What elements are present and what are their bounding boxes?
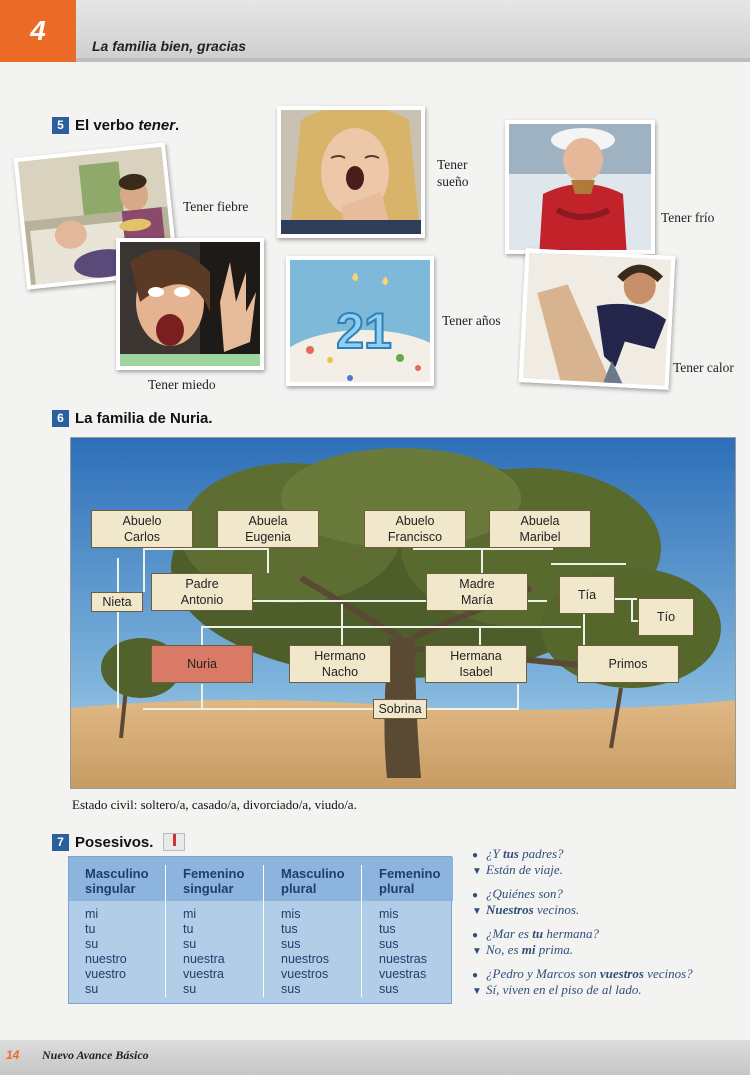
caption-miedo: Tener miedo	[148, 377, 216, 392]
node-madre-maria: Madre María	[426, 573, 528, 611]
section-5-title	[52, 117, 179, 134]
photo-birthday-cake	[286, 256, 434, 386]
book-icon	[163, 833, 185, 851]
dialogue-2-question: ● ¿Quiénes son?	[472, 886, 563, 901]
section-5-title-text: El verbo tener.	[75, 117, 180, 134]
caption-anos: Tener años	[442, 313, 501, 328]
unit-number: 4	[0, 0, 76, 62]
section-7-title-text: Posesivos.	[75, 833, 154, 851]
dialogue-3-question: ● ¿Mar es tu hermana?	[472, 926, 600, 941]
caption-fiebre: Tener fiebre	[183, 199, 249, 214]
node-nuria: Nuria	[151, 645, 253, 683]
node-hermano-nacho: Hermano Nacho	[289, 645, 391, 683]
node-tia: Tía	[559, 576, 615, 614]
node-hermana-isabel: Hermana Isabel	[425, 645, 527, 683]
col-fem-plural: Femenino plural mis tus sus nuestras vuestras sus	[379, 866, 441, 996]
dialogue-3-answer: ▼ No, es mi prima.	[472, 942, 574, 957]
node-abuela-maribel: Abuela Maribel	[489, 510, 591, 548]
possessives-table	[68, 856, 452, 1004]
node-nieta: Nieta	[91, 592, 143, 612]
dialogue-4-answer: ▼ Sí, viven en el piso de al lado.	[472, 982, 642, 997]
page-number: 14	[6, 1048, 20, 1062]
caption-calor: Tener calor	[673, 360, 734, 375]
node-abuelo-francisco: Abuelo Francisco	[364, 510, 466, 548]
caption-frio: Tener frío	[661, 210, 715, 225]
node-abuelo-carlos: Abuelo Carlos	[91, 510, 193, 548]
photo-fear	[116, 238, 264, 370]
section-6-title	[52, 410, 213, 427]
page-footer	[0, 1040, 750, 1075]
dialogue-2-answer: ▼ Nuestros vecinos.	[472, 902, 580, 917]
section-7-number: 7	[52, 834, 69, 851]
photo-cold	[505, 120, 655, 254]
dialogue-1-answer: ▼ Están de viaje.	[472, 862, 563, 877]
cake-candle-number: 21	[336, 303, 392, 359]
col-fem-singular: Femenino singular mi tu su nuestra vuestra su	[183, 866, 245, 996]
col-masc-plural: Masculino plural mis tus sus nuestros vuestros sus	[281, 866, 345, 996]
dialogue-1-question: ● ¿Y tus padres?	[472, 846, 564, 861]
section-6-title-text: La familia de Nuria.	[75, 410, 213, 427]
photo-sleepy	[277, 106, 425, 238]
estado-civil-text: Estado civil: soltero/a, casado/a, divorciado/a, viudo/a.	[72, 797, 357, 812]
node-sobrina: Sobrina	[373, 699, 427, 719]
book-title: Nuevo Avance Básico	[42, 1048, 149, 1062]
section-6-number: 6	[52, 410, 69, 427]
family-tree-image	[70, 437, 736, 789]
caption-sueno: Tener sueño	[437, 157, 469, 189]
node-padre-antonio: Padre Antonio	[151, 573, 253, 611]
possessives-dialogues	[472, 846, 742, 998]
node-tio: Tío	[638, 598, 694, 636]
page-header	[0, 0, 750, 62]
section-5-number: 5	[52, 117, 69, 134]
photo-hot	[519, 248, 676, 390]
section-7-title	[52, 833, 185, 851]
node-abuela-eugenia: Abuela Eugenia	[217, 510, 319, 548]
unit-title: La familia bien, gracias	[92, 38, 247, 54]
node-primos: Primos	[577, 645, 679, 683]
dialogue-4-question: ● ¿Pedro y Marcos son vuestros vecinos?	[472, 966, 693, 981]
col-masc-singular: Masculino singular mi tu su nuestro vuestro su	[85, 866, 149, 996]
